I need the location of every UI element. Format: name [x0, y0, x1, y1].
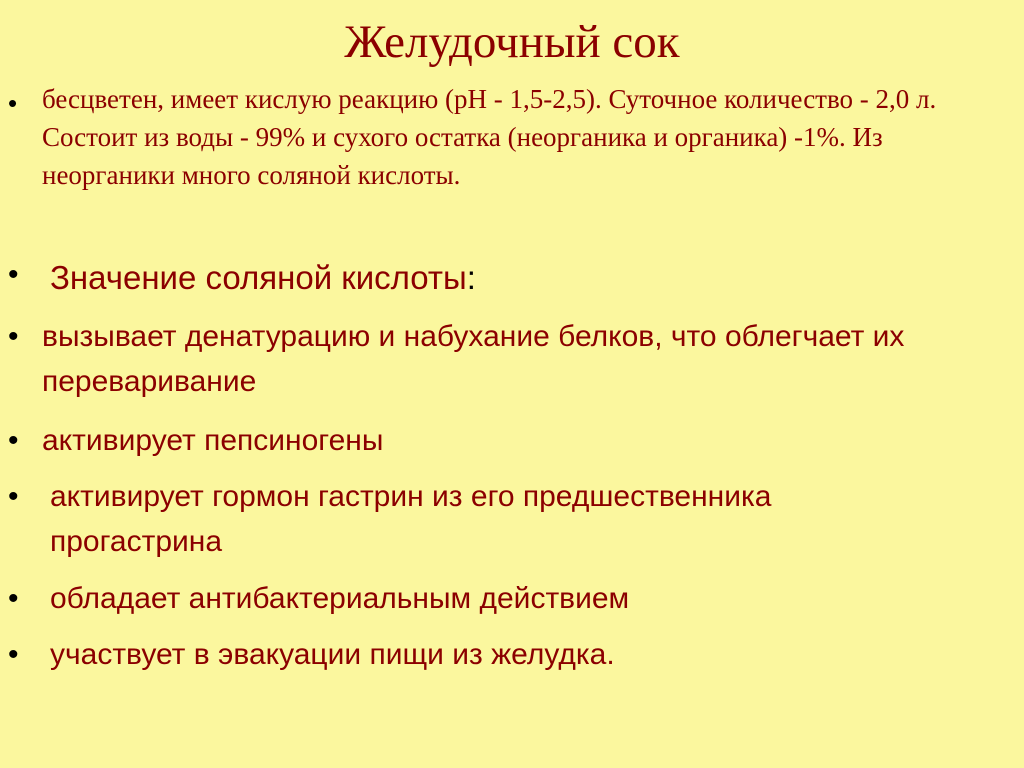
item-text: активирует гормон гастрин из его предшественника прогастрина [50, 480, 772, 558]
bullet-icon: • [8, 638, 19, 671]
item-text: обладает антибактериальным действием [50, 582, 630, 615]
subheading-text: Значение соляной кислоты [50, 259, 467, 296]
bullet-icon: • [8, 424, 19, 457]
bullet-icon: • [8, 88, 18, 118]
bullet-icon: • [8, 258, 19, 291]
slide-title: Желудочный сок [344, 16, 680, 68]
item-text: бесцветен, имеет кислую реакцию (рН - 1,5-2,5). Суточное количество - 2,0 л. Состоит из воды - 99% и сухого остатка (неорганика и органика) -1%. Из неорганики много соляной кислоты. [42, 84, 937, 190]
bullet-icon: • [8, 582, 19, 615]
bullet-icon: • [8, 320, 19, 353]
item-text: вызывает денатурацию и набухание белков, что облегчает их переваривание [42, 320, 905, 398]
item-text: участвует в эвакуации пищи из желудка. [50, 638, 615, 671]
subheading-colon: : [466, 259, 476, 296]
subheading [50, 254, 1020, 302]
bullet-icon: • [8, 480, 19, 513]
item-text: активирует пепсиногены [42, 424, 384, 457]
